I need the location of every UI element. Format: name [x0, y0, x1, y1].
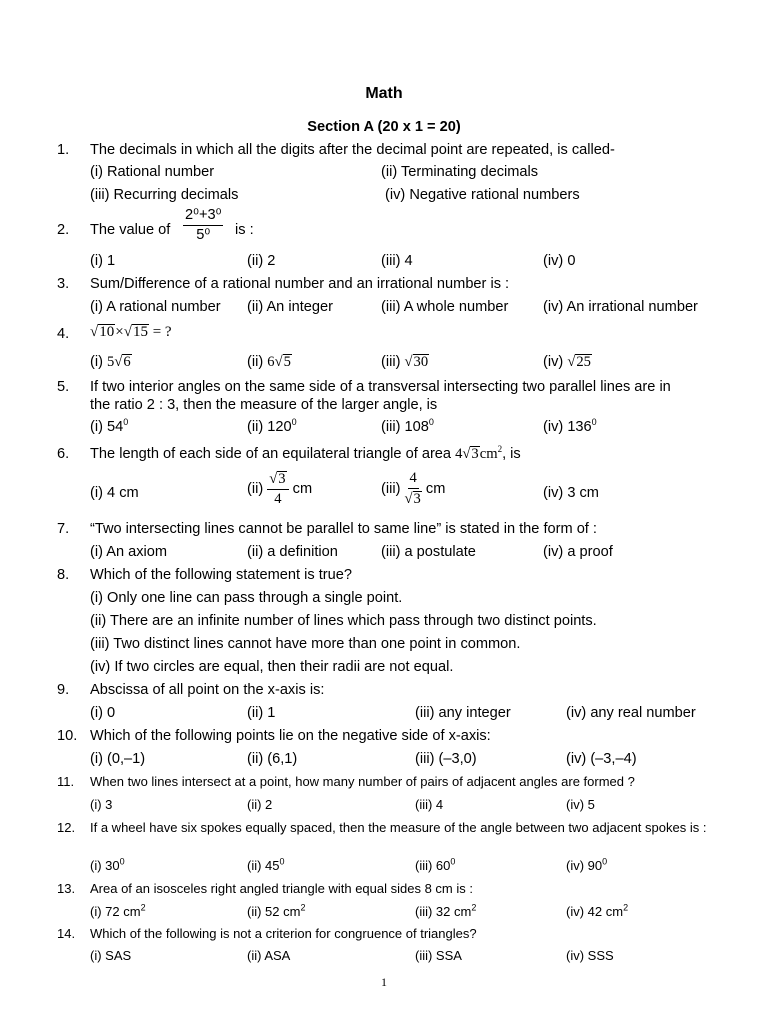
q13-o4-exp: 2 — [623, 902, 629, 913]
q4-number: 4. — [57, 326, 70, 342]
q2-numerator: 2⁰+3⁰ — [183, 208, 223, 226]
q4-o1-radicand: 6 — [123, 354, 131, 370]
q5-option-1 — [90, 418, 128, 436]
q4-times: × — [115, 324, 124, 340]
q6-option-3-fraction — [405, 471, 422, 507]
q13-option-3 — [415, 904, 476, 920]
q2-fraction — [183, 208, 223, 242]
q8-text: Which of the following statement is true? — [90, 567, 353, 583]
q6-option-2 — [247, 471, 312, 507]
q4-radicand-2: 15 — [132, 324, 148, 340]
q4-option-4-label: (iv) — [543, 354, 564, 370]
q12-o1-value: (i) 30 — [90, 858, 120, 873]
q11-option-1: (i) 3 — [90, 797, 113, 812]
q6-option-2-label: (ii) — [247, 480, 264, 497]
q12-o1-degree: 0 — [119, 856, 125, 867]
q14-option-1: (i) SAS — [90, 948, 132, 963]
q7-option-2: (ii) a definition — [247, 544, 338, 560]
q6-o3-numerator: 4 — [408, 471, 419, 489]
q12-o3-value: (iii) 60 — [415, 858, 451, 873]
q11-option-3: (iii) 4 — [415, 797, 444, 812]
q6-area-unit: cm — [479, 446, 498, 462]
q1-option-1: (i) Rational number — [90, 164, 215, 180]
q12-text: If a wheel have six spokes equally spaced, then the measure of the angle between two adjacent spokes is : — [90, 820, 707, 835]
q3-text: Sum/Difference of a rational number and an irrational number is : — [90, 276, 510, 292]
q10-option-1: (i) (0,–1) — [90, 751, 146, 767]
q2-text: The value of — [90, 222, 171, 238]
q14-text: Which of the following is not a criterion for congruence of triangles? — [90, 926, 477, 941]
q2-number: 2. — [57, 222, 70, 238]
q10-number: 10. — [57, 728, 78, 744]
q4-equals: = ? — [152, 324, 172, 340]
q12-o3-degree: 0 — [450, 856, 456, 867]
q14-option-2: (ii) ASA — [247, 948, 291, 963]
q2-option-3: (iii) 4 — [381, 253, 413, 269]
q13-number: 13. — [57, 881, 76, 896]
q4-o1-coef: 5 — [107, 354, 115, 370]
q5-text-line2: the ratio 2 : 3, then the measure of the larger angle, is — [90, 397, 438, 413]
q2-option-4: (iv) 0 — [543, 253, 576, 269]
q13-o2-exp: 2 — [300, 902, 306, 913]
q9-option-2: (ii) 1 — [247, 705, 276, 721]
q11-text: When two lines intersect at a point, how many number of pairs of adjacent angles are formed ? — [90, 774, 635, 789]
q8-option-3: (iii) Two distinct lines cannot have more than one point in common. — [90, 636, 521, 652]
q6-o2-numerator: √3 — [267, 471, 288, 490]
q6-option-3-label: (iii) — [381, 480, 401, 497]
q4-expression: √10×√15 = ? — [90, 324, 172, 340]
q6-number: 6. — [57, 446, 70, 462]
q5-number: 5. — [57, 379, 70, 395]
q4-o4-radicand: 25 — [576, 354, 591, 370]
q1-text: The decimals in which all the digits after the decimal point are repeated, is called- — [90, 142, 615, 158]
q6-text-end: , is — [502, 446, 521, 462]
q6-text — [90, 445, 521, 463]
q9-text: Abscissa of all point on the x-axis is: — [90, 682, 325, 698]
q13-option-2 — [247, 904, 305, 920]
q6-o3-denominator: √3 — [404, 490, 421, 507]
q4-option-3-label: (iii) — [381, 354, 401, 370]
q14-option-4: (iv) SSS — [566, 948, 614, 963]
q5-o3-degree: 0 — [428, 417, 434, 428]
q3-option-4: (iv) An irrational number — [543, 299, 698, 315]
q13-o2-value: (ii) 52 cm — [247, 904, 301, 919]
q5-o1-degree: 0 — [123, 417, 129, 428]
q6-o2-radicand: 3 — [278, 471, 286, 487]
q5-o4-degree: 0 — [591, 417, 597, 428]
q13-text: Area of an isosceles right angled triangle with equal sides 8 cm is : — [90, 881, 473, 896]
q13-option-4 — [566, 904, 628, 920]
q4-o3-radicand: 30 — [413, 354, 429, 370]
q4-option-4 — [543, 353, 592, 371]
q5-option-3 — [381, 418, 434, 436]
q4-radicand-1: 10 — [99, 324, 115, 340]
q3-option-2: (ii) An integer — [247, 299, 333, 315]
q4-o2-coef: 6 — [267, 354, 275, 370]
section-heading: Section A (20 x 1 = 20) — [307, 119, 461, 135]
q6-text-start: The length of each side of an equilateral triangle of area — [90, 446, 452, 462]
q3-option-1: (i) A rational number — [90, 299, 221, 315]
q10-text: Which of the following points lie on the negative side of x-axis: — [90, 728, 491, 744]
q6-area-radicand: 3 — [471, 446, 479, 462]
q6-area-coef: 4 — [455, 446, 463, 462]
q13-o4-value: (iv) 42 cm — [566, 904, 624, 919]
q5-o2-degree: 0 — [291, 417, 297, 428]
q1-number: 1. — [57, 142, 70, 158]
q5-o1-value: (i) 54 — [90, 419, 124, 435]
q7-option-4: (iv) a proof — [543, 544, 613, 560]
q12-option-3 — [415, 858, 455, 874]
q6-area-exp: 2 — [497, 444, 503, 455]
q7-number: 7. — [57, 521, 70, 537]
q7-option-3: (iii) a postulate — [381, 544, 476, 560]
page-number: 1 — [381, 975, 387, 989]
q13-o3-exp: 2 — [471, 902, 477, 913]
q5-option-4 — [543, 418, 597, 436]
q2-option-1: (i) 1 — [90, 253, 116, 269]
q5-text-line1: If two interior angles on the same side of a transversal intersecting two parallel lines are in — [90, 379, 671, 395]
q7-text: “Two intersecting lines cannot be parallel to same line” is stated in the form of : — [90, 521, 597, 537]
q4-option-4-value: √25 — [567, 354, 591, 370]
q14-number: 14. — [57, 926, 76, 941]
q7-option-1: (i) An axiom — [90, 544, 168, 560]
q13-o1-value: (i) 72 cm — [90, 904, 141, 919]
q12-o4-value: (iv) 90 — [566, 858, 603, 873]
q1-option-4: (iv) Negative rational numbers — [385, 187, 580, 203]
q11-option-4: (iv) 5 — [566, 797, 595, 812]
q2-text-end: is : — [235, 222, 254, 238]
q5-option-2 — [247, 418, 297, 436]
q8-option-1: (i) Only one line can pass through a single point. — [90, 590, 403, 606]
q12-option-1 — [90, 858, 125, 874]
q4-option-2-value: 6√5 — [267, 354, 291, 370]
q4-option-2 — [247, 353, 292, 371]
q4-option-1 — [90, 353, 132, 371]
q10-option-4: (iv) (–3,–4) — [566, 751, 637, 767]
q6-area: $4√3cm^2$ — [455, 444, 503, 462]
q5-o2-value: (ii) 120 — [247, 419, 292, 435]
q13-option-1 — [90, 904, 146, 920]
q13-o1-exp: 2 — [140, 902, 146, 913]
q1-option-2: (ii) Terminating decimals — [381, 164, 539, 180]
page-title: Math — [365, 85, 403, 102]
q6-option-3 — [381, 471, 445, 507]
q1-option-3: (iii) Recurring decimals — [90, 187, 239, 203]
q12-o2-value: (ii) 45 — [247, 858, 280, 873]
q4-option-3-value: √30 — [404, 354, 429, 370]
q3-number: 3. — [57, 276, 70, 292]
q9-option-3: (iii) any integer — [415, 705, 511, 721]
q4-o2-radicand: 5 — [283, 354, 291, 370]
q8-option-2: (ii) There are an infinite number of lines which pass through two distinct points. — [90, 613, 597, 629]
q12-number: 12. — [57, 820, 76, 835]
q4-option-3 — [381, 353, 429, 371]
q2-option-2: (ii) 2 — [247, 253, 276, 269]
q6-o2-denominator: 4 — [274, 491, 282, 508]
q8-option-4: (iv) If two circles are equal, then their radii are not equal. — [90, 659, 454, 675]
q11-number: 11. — [57, 774, 75, 789]
q5-o4-value: (iv) 136 — [543, 419, 592, 435]
q4-option-2-label: (ii) — [247, 354, 264, 370]
q12-o4-degree: 0 — [602, 856, 608, 867]
q14-option-3: (iii) SSA — [415, 948, 462, 963]
q2-denominator: 5⁰ — [196, 226, 211, 243]
q13-o3-value: (iii) 32 cm — [415, 904, 472, 919]
q9-option-4: (iv) any real number — [566, 705, 696, 721]
q8-number: 8. — [57, 567, 70, 583]
q12-option-2 — [247, 858, 285, 874]
q12-o2-degree: 0 — [279, 856, 285, 867]
q3-option-3: (iii) A whole number — [381, 299, 509, 315]
q5-o3-value: (iii) 108 — [381, 419, 429, 435]
q9-number: 9. — [57, 682, 70, 698]
q6-option-1: (i) 4 cm — [90, 485, 139, 501]
q6-o3-unit: cm — [425, 480, 446, 497]
q6-option-2-fraction — [267, 471, 288, 507]
q12-option-4 — [566, 858, 607, 874]
q10-option-2: (ii) (6,1) — [247, 751, 298, 767]
q6-o3-radicand: 3 — [413, 490, 421, 507]
q10-option-3: (iii) (–3,0) — [415, 751, 477, 767]
q4-option-1-value: 5√6 — [107, 354, 131, 370]
q9-option-1: (i) 0 — [90, 705, 116, 721]
q6-option-4: (iv) 3 cm — [543, 485, 599, 501]
q11-option-2: (ii) 2 — [247, 797, 273, 812]
q6-o2-unit: cm — [292, 480, 313, 497]
q4-option-1-label: (i) — [90, 354, 103, 370]
